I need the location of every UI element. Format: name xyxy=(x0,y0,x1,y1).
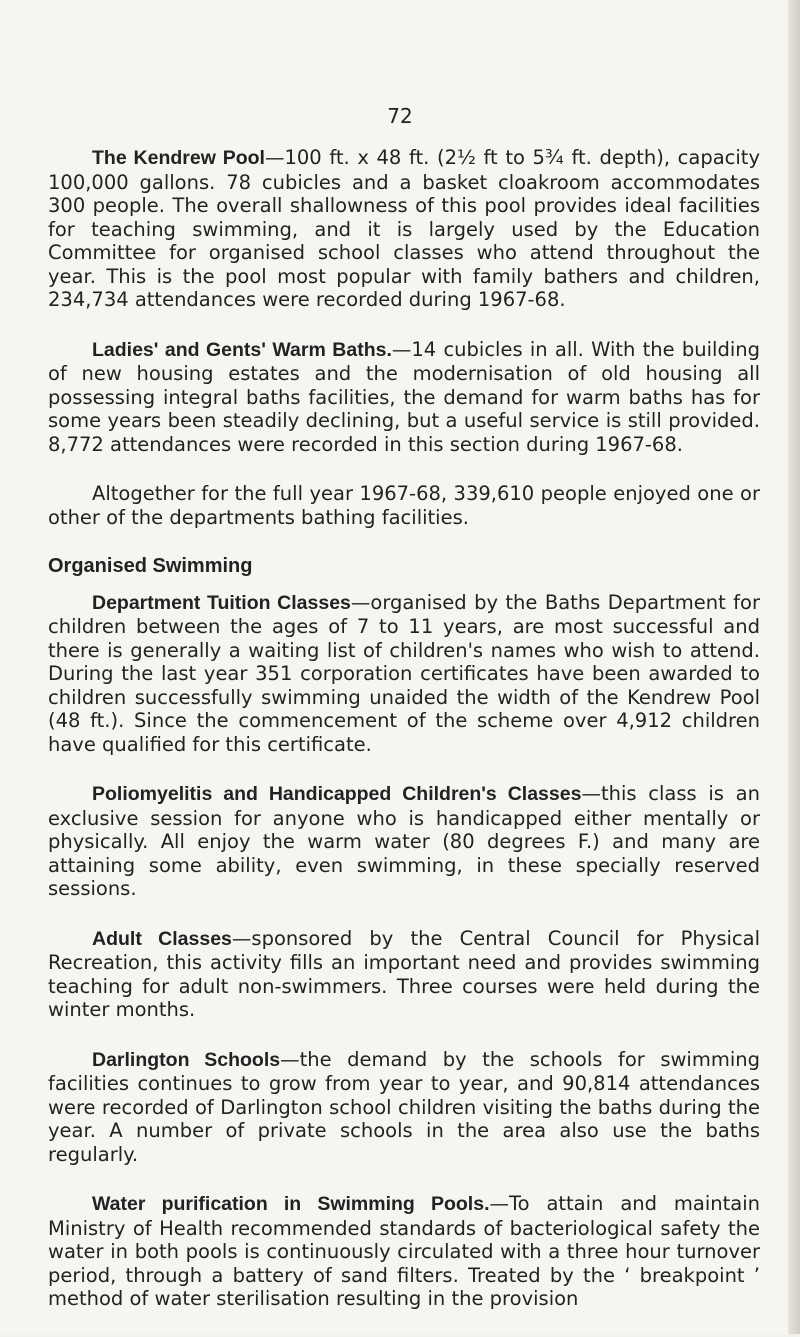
paragraph-department-tuition xyxy=(48,591,760,757)
text-darlington-schools: —the demand by the schools for swimming facilities continues to grow from year to year, and 90,814 attendances were recorded of Darlington school children visiting the baths during the year. A number of private schools in the area also use the baths regularly. xyxy=(48,1047,760,1166)
paragraph-total-attendance xyxy=(48,482,760,529)
page-number: 72 xyxy=(387,104,413,128)
lead-department-tuition: Department Tuition Classes xyxy=(92,591,351,614)
page-edge-shadow xyxy=(788,0,800,1334)
paragraph-poliomyelitis xyxy=(48,782,760,901)
text-kendrew-pool: —100 ft. x 48 ft. (2½ ft to 5¾ ft. depth), capacity 100,000 gallons. 78 cubicles and a basket cloakroom accommodates 300 people. The overall shallowness of this pool provides ideal facilities for teaching swimming, and it is largely used by the Education Committee for organised school classes who attend throughout the year. This is the pool most popular with family bathers and children, 234,734 attendances were recorded during 1967-68. xyxy=(48,146,760,311)
text-poliomyelitis: —this class is an exclusive session for anyone who is handicapped either mentally or physically. All enjoy the warm water (80 degrees F.) and many are attaining some ability, even swimming, in these specially reserved sessions. xyxy=(48,782,760,900)
text-warm-baths: —14 cubicles in all. With the building of new housing estates and the modernisation of old housing all possessing integral baths facilities, the demand for warm baths has for some years been steadily declining, but a useful service is still provided. 8,772 attendances were recorded in this section during 1967-68. xyxy=(48,337,760,456)
lead-warm-baths: Ladies' and Gents' Warm Baths. xyxy=(92,338,392,361)
document-body xyxy=(48,146,760,1337)
text-total-attendance: Altogether for the full year 1967-68, 339,610 people enjoyed one or other of the departments bathing facilities. xyxy=(48,482,760,529)
lead-poliomyelitis: Poliomyelitis and Handicapped Children's Classes xyxy=(92,783,582,805)
text-adult-classes: —sponsored by the Central Council for Physical Recreation, this activity fills an important need and provides swimming teaching for adult non-swimmers. Three courses were held during the winter months. xyxy=(48,926,760,1021)
paragraph-darlington-schools xyxy=(48,1048,760,1167)
lead-darlington-schools: Darlington Schools xyxy=(92,1048,281,1071)
lead-adult-classes: Adult Classes xyxy=(92,927,232,950)
lead-water-purification: Water purification in Swimming Pools. xyxy=(92,1193,490,1215)
text-water-purification: —To attain and maintain Ministry of Health recommended standards of bacteriological safety the water in both pools is continuously circulated with a three hour turnover period, through a battery of sand filters. Treated by the ‘ breakpoint ’ method of water sterilisation resulting in the provision xyxy=(48,1192,761,1310)
paragraph-warm-baths xyxy=(48,338,760,457)
paragraph-water-purification xyxy=(48,1192,760,1311)
paragraph-adult-classes xyxy=(48,927,760,1022)
section-heading: Organised Swimming xyxy=(48,555,253,577)
text-department-tuition: —organised by the Baths Department for children between the ages of 7 to 11 years, are most successful and there is generally a waiting list of children's names who wish to attend. During the last year 351 corporation certificates have been awarded to children successfully swimming unaided the width of the Kendrew Pool (48 ft.). Since the commencement of the scheme over 4,912 children have qualified for this certificate. xyxy=(48,590,760,756)
lead-kendrew-pool: The Kendrew Pool xyxy=(92,147,265,169)
paragraph-kendrew-pool xyxy=(48,146,760,312)
